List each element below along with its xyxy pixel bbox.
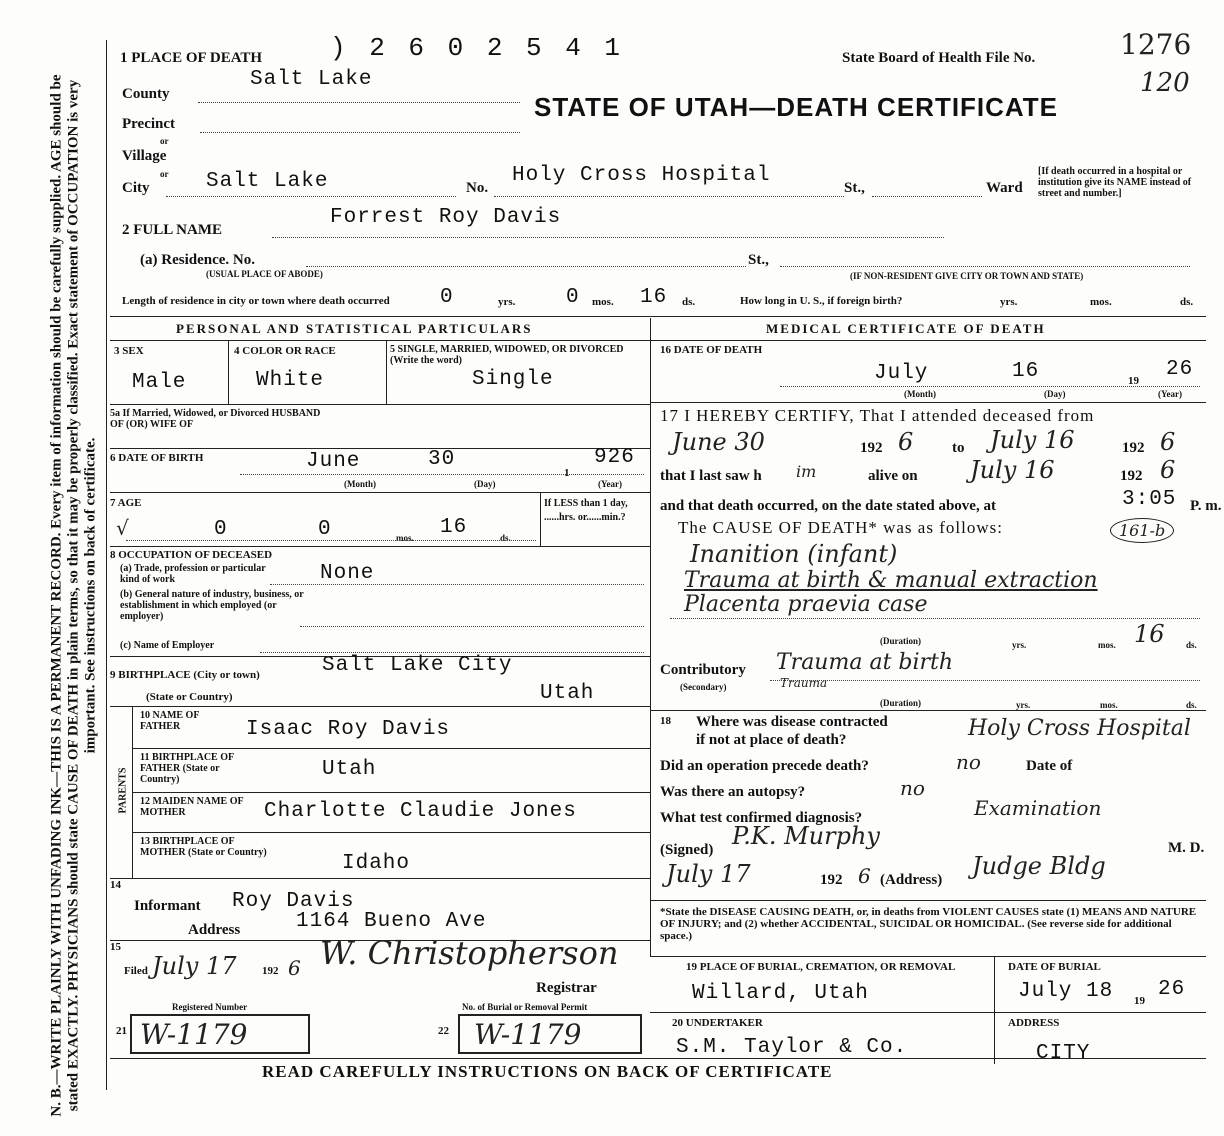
where-contracted-label-2: if not at place of death? (696, 732, 847, 748)
filed-date: July 17 (152, 952, 237, 980)
informant-value: Roy Davis (232, 890, 355, 913)
birthplace-label: 9 BIRTHPLACE (City or town) (110, 669, 260, 681)
marital-value: Single (472, 368, 554, 391)
dob-month-sub: (Month) (344, 479, 376, 489)
autopsy-value: no (900, 776, 925, 800)
age-line (126, 540, 536, 541)
age-mos-label: mos. (396, 533, 414, 543)
registered-number: W-1179 (140, 1018, 248, 1051)
burial-date: July 18 (1018, 980, 1114, 1003)
dob-month: June (306, 450, 361, 473)
where-contracted-value: Holy Cross Hospital (968, 716, 1191, 741)
mother-rule (132, 832, 650, 833)
undertaker-address-label: ADDRESS (1008, 1017, 1060, 1029)
age-label: 7 AGE (110, 497, 142, 509)
father-bp-rule (132, 792, 650, 793)
test-value: Examination (974, 796, 1102, 820)
mother-label: 12 MAIDEN NAME OF MOTHER (140, 796, 244, 818)
death-time: 3:05 (1122, 488, 1177, 511)
left-border (106, 40, 107, 1090)
duration-yrs: yrs. (1012, 640, 1027, 650)
to-year-prefix: 192 (1122, 440, 1145, 456)
informant-address-label: Address (188, 922, 241, 938)
precinct-line (200, 132, 520, 133)
registrar-signature: W. Christopherson (320, 934, 619, 972)
sign-address-value: Judge Bldg (972, 852, 1106, 880)
length-ds: 16 (640, 286, 668, 309)
dod-day-sub: (Day) (1044, 389, 1066, 399)
alive-date: July 16 (970, 456, 1055, 484)
contributory-line (770, 680, 1200, 681)
precinct-label: Precinct (122, 116, 176, 132)
contributory-sub: Trauma (780, 676, 828, 690)
residence-st-label: St., (748, 252, 769, 268)
duration2-mos: mos. (1100, 700, 1118, 710)
dob-day-sub: (Day) (474, 479, 496, 489)
personal-rule (110, 340, 650, 341)
us-yrs: yrs. (1000, 296, 1018, 308)
county-label: County (122, 86, 170, 102)
mos-label: mos. (592, 296, 614, 308)
sex-divider (228, 340, 229, 404)
registrar-label: Registrar (536, 980, 597, 996)
full-name-value: Forrest Roy Davis (330, 206, 562, 229)
autopsy-label: Was there an autopsy? (660, 784, 806, 800)
registered-number-box (130, 1014, 310, 1054)
attend-from-date: June 30 (672, 428, 765, 456)
city-value: Salt Lake (206, 170, 329, 193)
to-year: 6 (1160, 428, 1176, 456)
to-label: to (952, 440, 965, 456)
birthplace-city: Salt Lake City (322, 654, 513, 677)
occupation-label: 8 OCCUPATION OF DECEASED (110, 549, 273, 561)
cause-of-death-label: The CAUSE OF DEATH* was as follows: (678, 518, 1003, 537)
employer-line (260, 652, 644, 653)
duration-mos: mos. (1098, 640, 1116, 650)
last-saw-hand: im (796, 462, 817, 481)
father-birthplace-label: 11 BIRTHPLACE OF FATHER (State or Country) (140, 752, 234, 785)
filed-year: 6 (288, 956, 301, 980)
certify-line: 17 I HEREBY CERTIFY, That I attended deceased from (660, 406, 1095, 425)
duration-ds: ds. (1186, 640, 1197, 650)
footer-instructions: READ CAREFULLY INSTRUCTIONS ON BACK OF CERTIFICATE (262, 1062, 833, 1081)
contributory-value: Trauma at birth (776, 650, 954, 675)
dob-line (240, 474, 644, 475)
employer-label: (c) Name of Employer (120, 640, 215, 651)
sign-year: 6 (858, 864, 871, 888)
color-label: 4 COLOR OR RACE (234, 345, 336, 357)
sex-label: 3 SEX (114, 345, 144, 357)
name-line (272, 237, 944, 238)
occupation-a-label: (a) Trade, profession or particular kind of work (120, 563, 266, 585)
age-divider (540, 492, 541, 546)
residence-sub: (USUAL PLACE OF ABODE) (206, 269, 323, 279)
registered-number-top: 120 (1140, 68, 1190, 98)
md-label: M. D. (1168, 840, 1205, 856)
row-rule-3 (110, 492, 650, 493)
item-22: 22 (438, 1025, 449, 1037)
no-label: No. (466, 180, 489, 196)
residence-label: (a) Residence. No. (140, 252, 255, 268)
alive-year-prefix: 192 (1120, 468, 1143, 484)
dob-year-prefix: 1 (564, 467, 570, 479)
signed-value: P.K. Murphy (732, 822, 880, 850)
undertaker-address: CITY (1036, 1042, 1091, 1065)
dod-day: 16 (1012, 360, 1040, 383)
medical-section-title: MEDICAL CERTIFICATE OF DEATH (766, 321, 1046, 336)
burial-place-label: 19 PLACE OF BURIAL, CREMATION, OR REMOVAL (686, 961, 956, 973)
length-yrs: 0 (440, 286, 454, 309)
village-label: Village (122, 148, 167, 164)
page-title: STATE OF UTAH—DEATH CERTIFICATE (534, 92, 1058, 122)
or-text-2: or (160, 169, 169, 179)
birthplace-state-label: (State or Country) (146, 691, 233, 703)
dob-year: 926 (594, 446, 635, 469)
duration2-yrs: yrs. (1016, 700, 1031, 710)
medical-rule (650, 340, 1206, 341)
row-rule-1 (110, 404, 650, 405)
occupation-line-b (300, 626, 644, 627)
attend-to-date: July 16 (990, 426, 1075, 454)
row-rule-6 (110, 706, 650, 707)
yrs-label: yrs. (498, 296, 516, 308)
age-yrs: 0 (214, 518, 228, 541)
medical-rule-3 (650, 710, 1206, 711)
spouse-label: 5a If Married, Widowed, or Divorced HUSBAND OF (OR) WIFE OF (110, 408, 321, 430)
city-line (166, 196, 456, 197)
father-label: 10 NAME OF FATHER (140, 710, 200, 732)
residence-line (306, 266, 746, 267)
birthplace-state: Utah (540, 682, 595, 705)
footer-rule (110, 1058, 1206, 1059)
burial-date-label: DATE OF BURIAL (1008, 961, 1101, 973)
burial-year-prefix: 19 (1134, 995, 1145, 1007)
nonresident-note: (IF NON-RESIDENT GIVE CITY OR TOWN AND STATE) (850, 271, 1084, 281)
residence-st-line (780, 266, 1190, 267)
sign-date: July 17 (666, 860, 751, 888)
filed-label: Filed (124, 965, 148, 977)
occupation-value: None (320, 562, 375, 585)
cause-line-3: Placenta praevia case (684, 592, 928, 617)
parents-vertical-label: PARENTS (117, 767, 129, 814)
st-line (872, 196, 982, 197)
informant-label: Informant (134, 898, 201, 914)
header-rule (110, 316, 1206, 317)
age-mos: 0 (318, 518, 332, 541)
stamp-number: ) 2 6 0 2 5 4 1 (330, 33, 625, 63)
where-contracted-label: Where was disease contracted (696, 714, 888, 730)
dod-year-prefix: 19 (1128, 375, 1139, 387)
place-of-death-label: 1 PLACE OF DEATH (120, 50, 263, 66)
dod-month-sub: (Month) (904, 389, 936, 399)
duration2-ds: ds. (1186, 700, 1197, 710)
mother-birthplace: Idaho (342, 852, 411, 875)
father-value: Isaac Roy Davis (246, 718, 451, 741)
death-time-pm: P. m. (1190, 498, 1222, 514)
item-14: 14 (110, 879, 121, 891)
or-text-1: or (160, 136, 169, 146)
test-label: What test confirmed diagnosis? (660, 810, 863, 826)
us-mos: mos. (1090, 296, 1112, 308)
father-rule (132, 748, 650, 749)
color-divider (386, 340, 387, 404)
undertaker-label: 20 UNDERTAKER (672, 1017, 763, 1029)
dob-day: 30 (428, 448, 456, 471)
burial-permit-number: W-1179 (474, 1018, 582, 1051)
last-saw-label: that I last saw h (660, 468, 762, 484)
medical-rule-6 (650, 1012, 1206, 1013)
from-year: 6 (898, 428, 914, 456)
secondary-label: (Secondary) (680, 682, 727, 692)
file-number-label: State Board of Health File No. (842, 50, 1036, 66)
item-18: 18 (660, 715, 671, 727)
undertaker-value: S.M. Taylor & Co. (676, 1036, 908, 1059)
cause-footnote: *State the DISEASE CAUSING DEATH, or, in deaths from VIOLENT CAUSES state (1) MEANS AND NATURE OF INJURY; and (2) whether ACCIDENTAL, SUICIDAL OR HOMICIDAL. (See reverse side for additional space.) (660, 906, 1197, 942)
dob-year-sub: (Year) (598, 479, 622, 489)
duration-value: 16 (1134, 620, 1165, 648)
burial-place: Willard, Utah (692, 982, 869, 1005)
medical-rule-5 (650, 956, 1206, 957)
sign-address-label: (Address) (880, 872, 943, 888)
operation-value: no (956, 750, 981, 774)
sex-value: Male (132, 371, 187, 394)
cause-line-1: Inanition (infant) (690, 540, 898, 568)
alive-year: 6 (1160, 456, 1176, 484)
ds-label: ds. (682, 296, 696, 308)
dod-line (780, 386, 1200, 387)
us-label: How long in U. S., if foreign birth? (740, 295, 903, 307)
mother-birthplace-label: 13 BIRTHPLACE OF MOTHER (State or Country) (140, 836, 267, 858)
personal-section-title: PERSONAL AND STATISTICAL PARTICULARS (176, 321, 533, 336)
signed-label: (Signed) (660, 842, 714, 858)
operation-label: Did an operation precede death? (660, 758, 869, 774)
dod-label: 16 DATE OF DEATH (660, 344, 763, 356)
filed-year-prefix: 192 (262, 965, 279, 977)
age-ds-label: ds. (500, 533, 511, 543)
ward-note: [If death occurred in a hospital or institution give its NAME instead of street and number.] (1038, 166, 1192, 199)
from-year-prefix: 192 (860, 440, 883, 456)
father-birthplace: Utah (322, 758, 377, 781)
hospital-value: Holy Cross Hospital (512, 164, 771, 187)
date-of-label: Date of (1026, 758, 1073, 774)
cause-line (670, 618, 1200, 619)
color-value: White (256, 369, 325, 392)
sign-year-prefix: 192 (820, 872, 843, 888)
row-rule-4 (110, 546, 650, 547)
full-name-label: 2 FULL NAME (122, 222, 223, 238)
hospital-line (494, 196, 844, 197)
mother-value: Charlotte Claudie Jones (264, 800, 577, 823)
dod-year: 26 (1166, 358, 1194, 381)
row-rule-7 (110, 878, 650, 879)
age-check: √ (116, 516, 129, 540)
item-15: 15 (110, 941, 121, 953)
duration2-label: (Duration) (880, 698, 921, 708)
alive-on-label: alive on (868, 468, 918, 484)
length-label: Length of residence in city or town where death occurred (122, 295, 390, 307)
county-value: Salt Lake (250, 68, 373, 91)
duration-label: (Duration) (880, 636, 921, 646)
occupation-b-label: (b) General nature of industry, business, or establishment in which employed (or employer) (120, 589, 304, 622)
row-rule-2 (110, 448, 650, 449)
st-label: St., (844, 180, 865, 196)
dod-month: July (874, 362, 929, 385)
age-ds: 16 (440, 516, 468, 539)
dob-label: 6 DATE OF BIRTH (110, 452, 204, 464)
item-21: 21 (116, 1025, 127, 1037)
burial-year: 26 (1158, 978, 1186, 1001)
center-divider (650, 318, 651, 956)
dod-year-sub: (Year) (1158, 389, 1182, 399)
burial-permit-label: No. of Burial or Removal Permit (462, 1002, 588, 1012)
contributory-label: Contributory (660, 662, 746, 678)
less-than-label: If LESS than 1 day, ......hrs. or......min.? (544, 498, 628, 523)
cause-line-2: Trauma at birth & manual extraction (684, 568, 1098, 593)
burial-divider (994, 956, 995, 1064)
county-line (198, 102, 520, 103)
informant-address: 1164 Bueno Ave (296, 910, 487, 933)
death-occurred-label: and that death occurred, on the date stated above, at (660, 498, 996, 514)
city-label: City (122, 180, 150, 196)
sidebar-instructions: N. B.—WRITE PLAINLY WITH UNFADING INK—THIS IS A PERMANENT RECORD. Every item of information should be carefully supplied. AGE should be stated EXACTLY. PHYSICIANS should state CAUSE OF DEATH in plain terms, so that it may be properly classified. Exact statement of OCCUPATION is very important. See instructions on back of certificate. (48, 74, 99, 1117)
occupation-line-a (270, 584, 644, 585)
medical-rule-2 (650, 402, 1206, 403)
us-ds: ds. (1180, 296, 1194, 308)
marital-label: 5 SINGLE, MARRIED, WIDOWED, OR DIVORCED (Write the word) (390, 344, 624, 366)
registered-number-label: Registered Number (172, 1002, 248, 1012)
ward-label: Ward (986, 180, 1023, 196)
burial-permit-box (458, 1014, 642, 1054)
cause-code: 161-b (1110, 518, 1174, 543)
file-number: 1276 (1120, 28, 1192, 61)
length-mos: 0 (566, 286, 580, 309)
medical-rule-4 (650, 900, 1206, 901)
